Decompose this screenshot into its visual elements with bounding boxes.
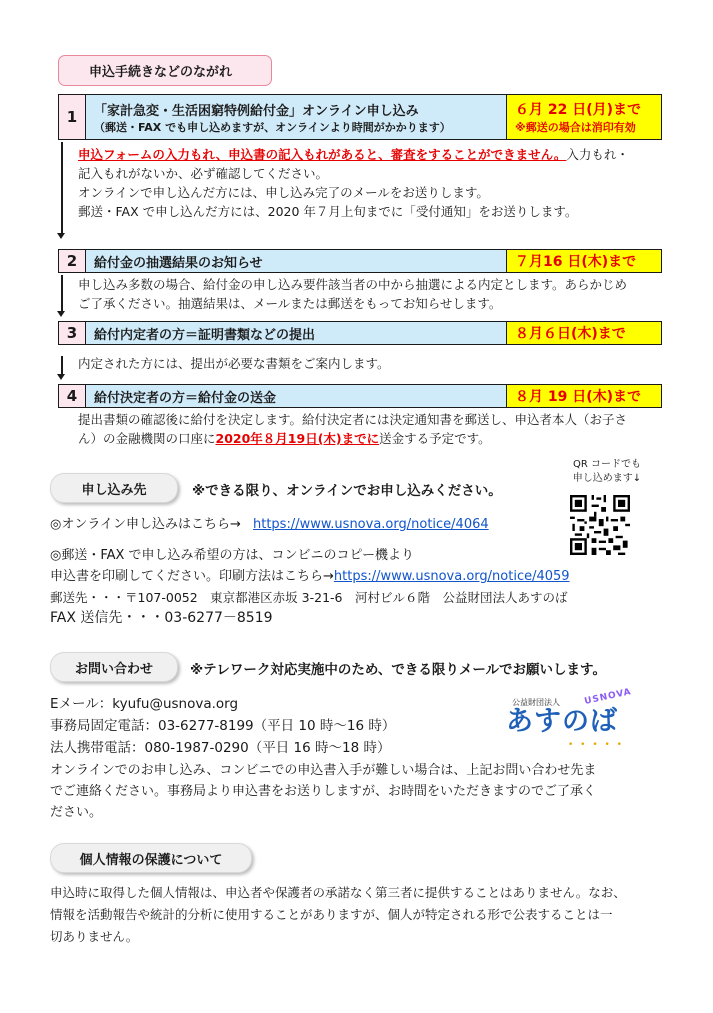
qr-caption — [552, 458, 662, 486]
step-3-deadline-box — [507, 322, 661, 344]
step-4-label — [86, 385, 507, 407]
flow-arrow-head-icon — [57, 233, 65, 239]
apply-note: ※できる限り、オンラインでお申し込みください。 — [192, 483, 502, 499]
step-4-line-2-red: 2020年８月19日(木)までに — [215, 431, 380, 446]
step-1-details — [78, 145, 678, 221]
flow-section-title — [58, 55, 272, 86]
contact-details — [50, 693, 395, 759]
privacy-line-1: 申込時に取得した個人情報は、申込者や保護者の承諾なく第三者に提供することはありません。なお、 — [50, 885, 626, 900]
step-3-line-1: 内定された方には、提出が必要な書類をご案内します。 — [78, 356, 390, 371]
flow-arrow-line — [61, 356, 63, 376]
step-4-deadline: ８月 19 日(木)まで — [515, 389, 642, 405]
privacy-paragraph — [50, 882, 690, 948]
contact-para-line-3: ださい。 — [50, 805, 103, 820]
print-method-link[interactable]: https://www.usnova.org/notice/4059 — [333, 569, 570, 584]
step-2-line-1: 申し込み多数の場合、給付金の申し込み要件該当者の中から抽選による内定とします。あらかじめ — [78, 277, 628, 292]
step-1-row — [58, 94, 662, 140]
step-1-line-3: オンラインで申し込んだ方には、申し込み完了のメールをお送りします。 — [78, 185, 489, 200]
logo-org-type: 公益財団法人 — [512, 698, 560, 707]
step-4-details — [78, 410, 688, 448]
step-2-deadline: ７月16 日(木)まで — [515, 254, 637, 270]
flow-arrow-head-icon — [57, 311, 65, 317]
flow-arrow-line — [61, 142, 63, 234]
logo-main — [506, 706, 618, 738]
privacy-line-3: 切ありません。 — [50, 929, 139, 944]
privacy-section-button — [50, 843, 252, 873]
step-3-title: 給付内定者の方＝証明書類などの提出 — [94, 327, 316, 343]
step-number: 4 — [59, 385, 86, 407]
qr-caption-line-1: QR コードでも — [573, 459, 641, 470]
step-1-deadline-note: ※郵送の場合は消印有効 — [515, 121, 636, 134]
contact-phone-mobile: 法人携帯電話：080-1987-0290（平日 16 時～18 時） — [50, 740, 391, 756]
mail-apply-line-2 — [50, 566, 690, 587]
step-2-title: 給付金の抽選結果のお知らせ — [94, 255, 263, 271]
mail-apply-block — [50, 545, 690, 629]
step-number: 3 — [59, 322, 86, 344]
step-1-deadline-box — [507, 95, 661, 139]
step-1-warning: 申込フォームの入力もれ、申込書の記入もれがあると、審査をすることができません。 — [78, 147, 567, 162]
step-4-line-2-a: ん）の金融機関の口座に — [78, 431, 216, 446]
contact-paragraph — [50, 760, 690, 823]
privacy-section-button-label: 個人情報の保護について — [79, 852, 223, 868]
online-apply-link[interactable]: https://www.usnova.org/notice/4064 — [253, 517, 489, 532]
contact-section-button — [50, 652, 178, 682]
step-number: 2 — [59, 250, 86, 272]
step-3-label — [86, 322, 507, 344]
logo-dots: • • • • • — [568, 740, 624, 750]
online-apply-prefix: ◎オンライン申し込みはこちら→ — [50, 517, 241, 532]
step-2-row — [58, 249, 662, 273]
contact-email[interactable]: Eメール：kyufu@usnova.org — [50, 696, 239, 712]
apply-section-button-label: 申し込み先 — [81, 482, 147, 498]
step-1-title: 「家計急変・生活困窮特例給付金」オンライン申し込み — [94, 103, 419, 119]
step-1-line-1 — [78, 145, 678, 164]
flow-arrow-head-icon — [57, 374, 65, 380]
contact-section-button-label: お問い合わせ — [74, 661, 153, 677]
step-2-details — [78, 275, 688, 313]
step-2-label — [86, 250, 507, 272]
step-4-title: 給付決定者の方＝給付金の送金 — [94, 390, 277, 406]
logo-main-text: あすのば — [506, 706, 618, 737]
step-2-deadline-box — [507, 250, 661, 272]
contact-para-line-1: オンラインでのお申し込み、コンビニでの申込書入手が難しい場合は、上記お問い合わせ先ま — [50, 763, 597, 778]
mail-apply-line-1: ◎郵送・FAX で申し込み希望の方は、コンビニのコピー機より — [50, 548, 415, 563]
step-4-line-2 — [78, 429, 688, 448]
step-number: 1 — [59, 95, 86, 139]
step-1-line-4: 郵送・FAX で申し込んだ方には、2020 年７月上旬までに「受付通知」をお送りします。 — [78, 204, 578, 219]
step-3-deadline: ８月６日(木)まで — [515, 326, 626, 342]
step-1-line-2: 記入もれがないか、必ず確認してください。 — [78, 166, 329, 181]
step-1-deadline: ６月 22 日(月)まで — [515, 102, 642, 118]
flow-arrow-line — [61, 275, 63, 313]
step-1-subtitle: （郵送・FAX でも申し込めますが、オンラインより時間がかかります） — [94, 120, 451, 134]
online-apply-line — [50, 513, 489, 532]
step-4-line-2-b: 送金する予定です。 — [379, 431, 491, 446]
flow-section-title-text: 申込手続きなどのながれ — [89, 65, 233, 80]
contact-para-line-2: でご連絡ください。事務局より申込書をお送りしますが、お時間をいただきますのでご了承く — [50, 784, 597, 799]
apply-section-button — [50, 473, 178, 503]
mail-address: 郵送先・・・〒107-0052 東京都港区赤坂 3-21-6 河村ビル６階 公益財団法人あすのば — [50, 590, 568, 605]
step-1-label — [86, 95, 507, 139]
usnova-logo — [502, 687, 642, 752]
privacy-line-2: 情報を活動報告や統計的分析に使用することがありますが、個人が特定される形で公表することは一 — [50, 907, 613, 922]
step-3-row — [58, 321, 662, 345]
step-1-line-1-rest: 入力もれ・ — [566, 147, 629, 162]
contact-phone-office: 事務局固定電話：03-6277-8199（平日 10 時～16 時） — [50, 718, 396, 734]
contact-note: ※テレワーク対応実施中のため、できる限りメールでお願いします。 — [190, 662, 606, 678]
logo-roman: USNOVA — [583, 687, 633, 707]
step-4-line-1: 提出書類の確認後に給付を決定します。給付決定者には決定通知書を郵送し、申込者本人（お子さ — [78, 412, 628, 427]
fax-number: FAX 送信先・・・03-6277－8519 — [50, 610, 273, 626]
step-3-details — [78, 354, 678, 373]
mail-apply-line-2-prefix: 申込書を印刷してください。印刷方法はこちら→ — [50, 569, 334, 584]
qr-caption-line-2: 申し込めます↓ — [572, 473, 642, 484]
step-4-deadline-box — [507, 385, 661, 407]
step-4-row — [58, 384, 662, 408]
step-2-line-2: ご了承ください。抽選結果は、メールまたは郵送をもってお知らせします。 — [78, 296, 502, 311]
